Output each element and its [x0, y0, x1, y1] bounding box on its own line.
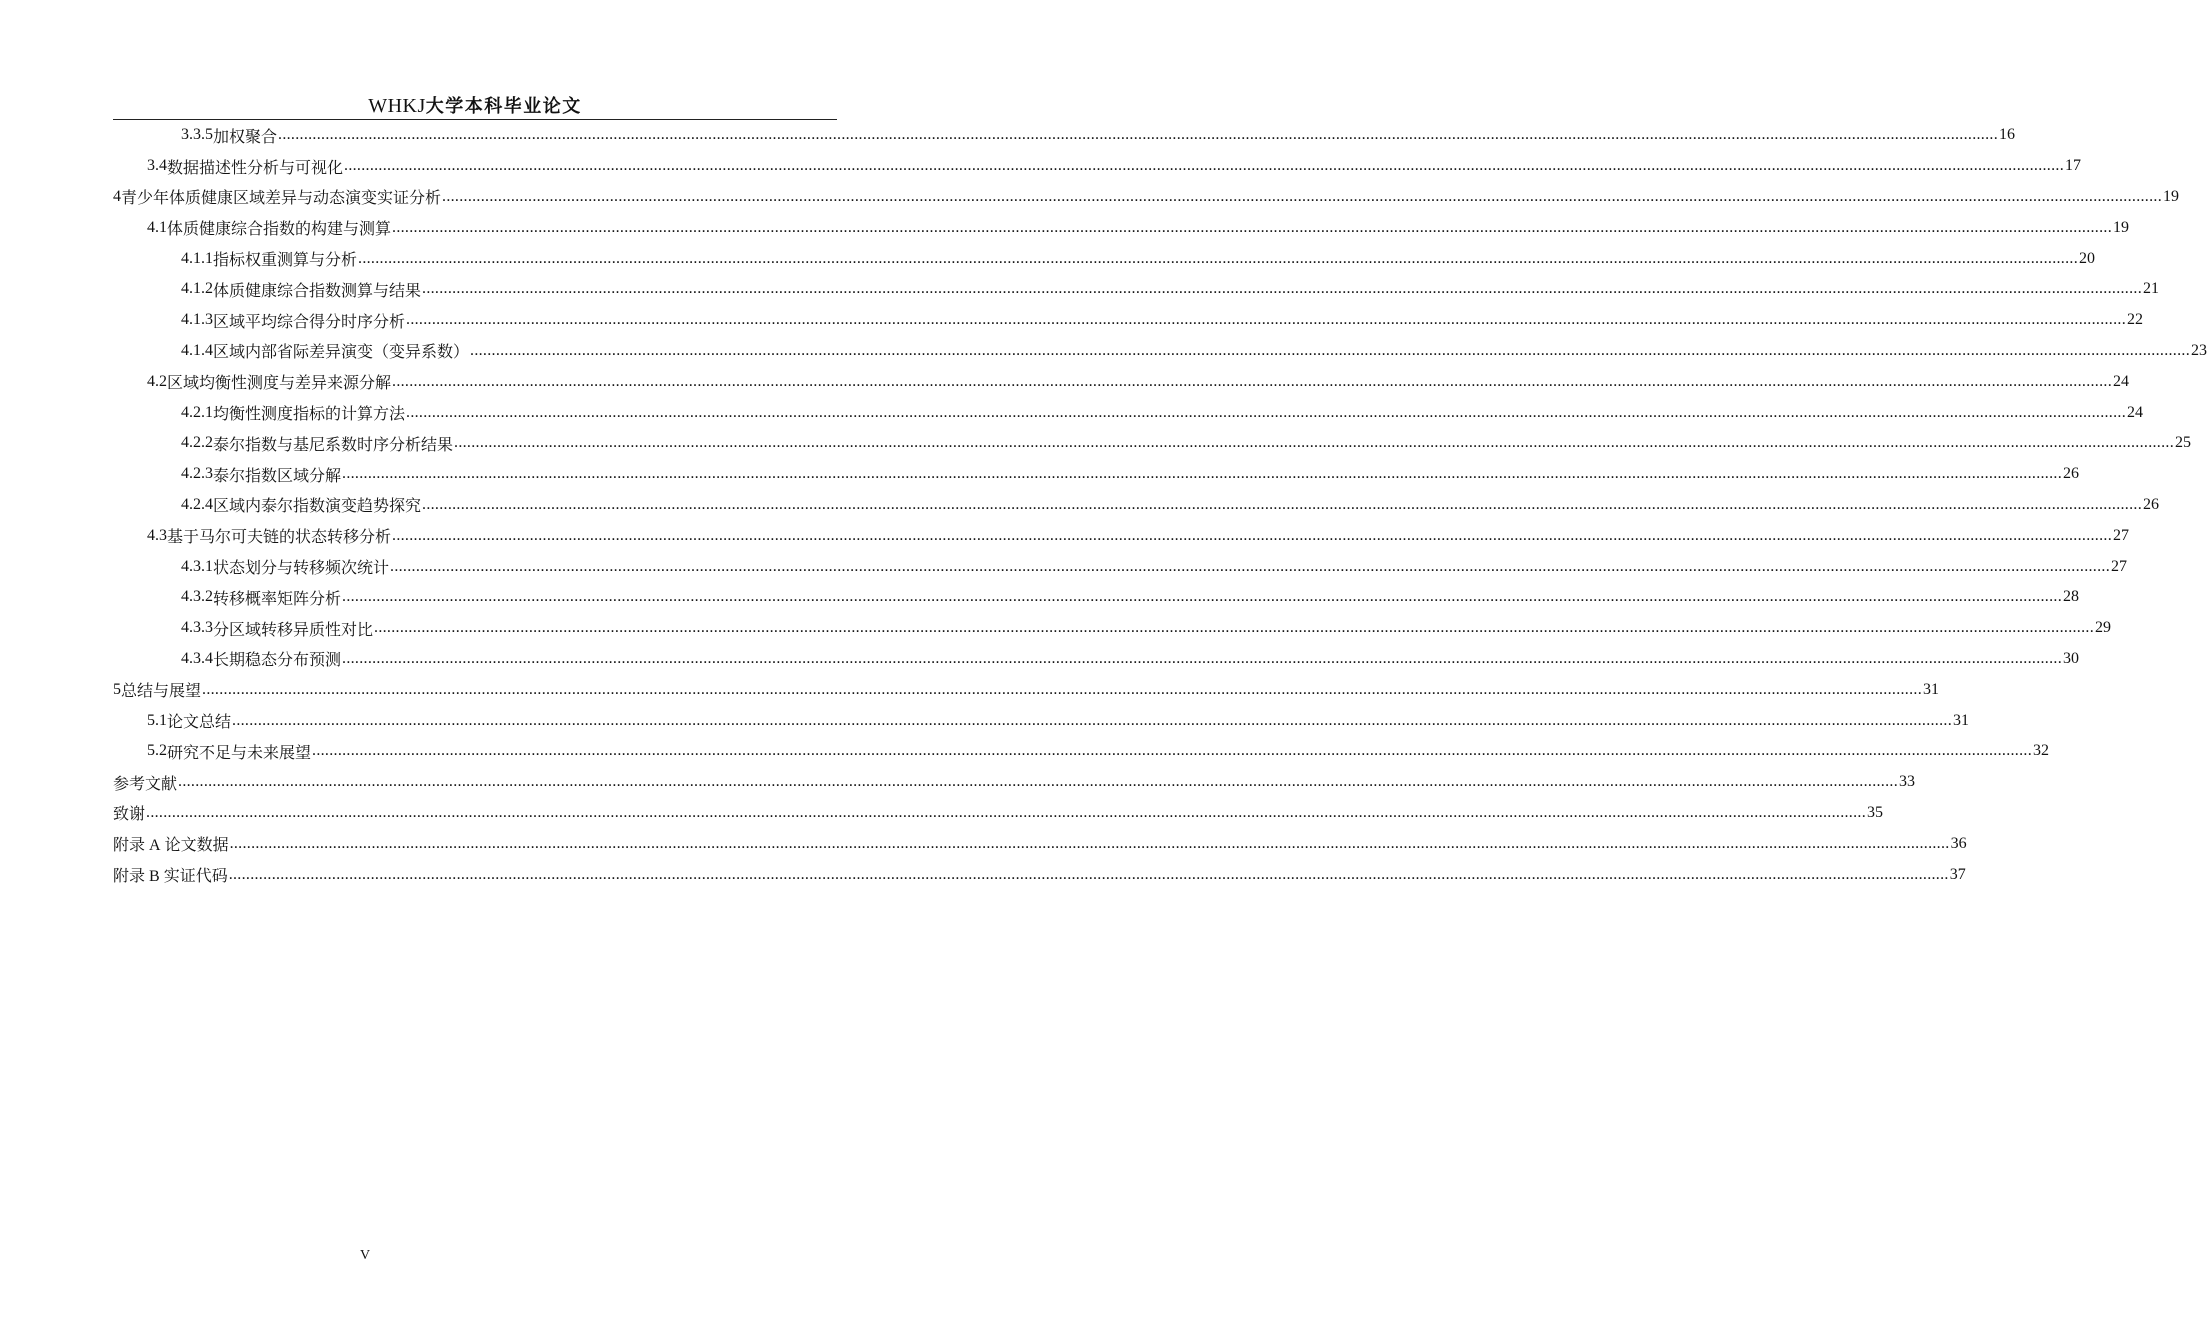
toc-entry-page: 26	[2063, 465, 2080, 483]
toc-entry-page: 21	[2143, 280, 2160, 298]
toc-dot-leader: ................................................................................................................................................................................................................................................................................................................................................................................................................	[406, 311, 2127, 329]
toc-entry-title: 基于马尔可夫链的状态转移分析	[167, 527, 392, 547]
toc-entry-title: 区域内泰尔指数演变趋势探究	[213, 496, 422, 516]
toc-dot-leader: ................................................................................................................................................................................................................................................................................................................................................................................................................	[232, 711, 1953, 729]
toc-entry[interactable]	[113, 151, 2082, 182]
toc-entry-number: 4.1.1	[181, 249, 213, 267]
toc-dot-leader: ................................................................................................................................................................................................................................................................................................................................................................................................................	[392, 218, 2113, 236]
toc-entry-number: 4.3.3	[181, 619, 213, 637]
toc-entry[interactable]	[113, 828, 1967, 859]
toc-entry[interactable]	[113, 520, 2130, 551]
toc-entry-page: 19	[2113, 218, 2130, 236]
toc-entry-title: 均衡性测度指标的计算方法	[213, 404, 406, 424]
toc-dot-leader: ................................................................................................................................................................................................................................................................................................................................................................................................................	[374, 619, 2095, 637]
toc-dot-leader: ................................................................................................................................................................................................................................................................................................................................................................................................................	[312, 742, 2033, 760]
toc-entry-number: 附录 B	[113, 868, 160, 886]
toc-entry-page: 32	[2033, 742, 2050, 760]
toc-entry[interactable]	[113, 305, 2144, 336]
toc-entry-page: 37	[1949, 865, 1966, 883]
toc-entry-title: 长期稳态分布预测	[213, 650, 342, 670]
toc-entry[interactable]	[113, 490, 2160, 521]
toc-entry-page: 31	[1953, 711, 1970, 729]
toc-entry-page: 20	[2079, 249, 2096, 267]
toc-entry-title: 泰尔指数与基尼系数时序分析结果	[213, 434, 454, 454]
toc-entry-page: 28	[2063, 588, 2080, 606]
toc-entry-number: 附录 A	[113, 837, 161, 855]
toc-entry-number: 4.1	[147, 218, 167, 236]
toc-entry-number: 4.2.3	[181, 465, 213, 483]
toc-entry-title: 致谢	[113, 804, 146, 824]
toc-entry[interactable]	[113, 366, 2130, 397]
toc-entry-number: 4.1.4	[181, 341, 213, 359]
toc-dot-leader: ................................................................................................................................................................................................................................................................................................................................................................................................................	[342, 465, 2063, 483]
toc-entry-number: 3.4	[147, 157, 167, 175]
toc-dot-leader: ................................................................................................................................................................................................................................................................................................................................................................................................................	[229, 834, 1950, 852]
toc-entry-number: 4.2.2	[181, 434, 213, 452]
toc-dot-leader: ................................................................................................................................................................................................................................................................................................................................................................................................................	[344, 157, 2065, 175]
toc-entry-page: 24	[2113, 372, 2130, 390]
toc-entry-number: 4.2	[147, 372, 167, 390]
toc-dot-leader: ................................................................................................................................................................................................................................................................................................................................................................................................................	[392, 372, 2113, 390]
toc-entry-title: 区域内部省际差异演变（变异系数）	[213, 342, 470, 362]
toc-dot-leader: ................................................................................................................................................................................................................................................................................................................................................................................................................	[202, 680, 1923, 698]
toc-entry[interactable]	[113, 613, 2112, 644]
running-header	[113, 92, 837, 118]
toc-entry-title: 转移概率矩阵分析	[213, 588, 342, 608]
toc-entry-title: 研究不足与未来展望	[167, 742, 312, 762]
toc-entry-title: 论文总结	[167, 712, 232, 732]
toc-entry-page: 25	[2175, 434, 2192, 452]
toc-entry-page: 27	[2111, 557, 2128, 575]
toc-dot-leader: ................................................................................................................................................................................................................................................................................................................................................................................................................	[392, 526, 2113, 544]
toc-entry-number: 5	[113, 680, 121, 698]
toc-dot-leader: ................................................................................................................................................................................................................................................................................................................................................................................................................	[358, 249, 2079, 267]
toc-dot-leader: ................................................................................................................................................................................................................................................................................................................................................................................................................	[342, 588, 2063, 606]
toc-entry-number: 4.2.1	[181, 403, 213, 421]
toc-entry-number: 4.3.2	[181, 588, 213, 606]
toc-entry[interactable]	[113, 859, 1966, 890]
toc-entry[interactable]	[113, 798, 1884, 829]
toc-entry-page: 31	[1923, 680, 1940, 698]
toc-entry-page: 19	[2163, 187, 2180, 205]
toc-entry[interactable]	[113, 182, 2180, 213]
toc-entry-title: 实证代码	[163, 866, 228, 886]
toc-dot-leader: ................................................................................................................................................................................................................................................................................................................................................................................................................	[422, 495, 2143, 513]
toc-entry-title: 体质健康综合指数测算与结果	[213, 280, 422, 300]
toc-entry[interactable]	[113, 274, 2160, 305]
toc-entry[interactable]	[113, 120, 2016, 151]
table-of-contents	[113, 120, 2207, 890]
toc-entry-page: 29	[2095, 619, 2112, 637]
toc-entry-page: 30	[2063, 649, 2080, 667]
toc-entry-number: 4	[113, 187, 121, 205]
toc-dot-leader: ................................................................................................................................................................................................................................................................................................................................................................................................................	[278, 126, 1999, 144]
toc-entry-title: 泰尔指数区域分解	[213, 465, 342, 485]
toc-entry-title: 区域平均综合得分时序分析	[213, 311, 406, 331]
toc-dot-leader: ................................................................................................................................................................................................................................................................................................................................................................................................................	[342, 649, 2063, 667]
toc-entry-title: 加权聚合	[213, 126, 278, 146]
page-number: V	[359, 1248, 371, 1263]
toc-dot-leader: ................................................................................................................................................................................................................................................................................................................................................................................................................	[470, 341, 2191, 359]
toc-entry-page: 23	[2191, 341, 2207, 359]
toc-entry[interactable]	[113, 397, 2144, 428]
toc-dot-leader: ................................................................................................................................................................................................................................................................................................................................................................................................................	[406, 403, 2127, 421]
toc-entry-title: 参考文献	[113, 773, 178, 793]
toc-entry-number: 4.3.4	[181, 649, 213, 667]
toc-entry[interactable]	[113, 582, 2080, 613]
toc-entry-number: 3.3.5	[181, 126, 213, 144]
toc-dot-leader: ................................................................................................................................................................................................................................................................................................................................................................................................................	[228, 865, 1949, 883]
toc-entry-number: 4.1.3	[181, 311, 213, 329]
header-title: 大学本科毕业论文	[425, 96, 582, 117]
toc-entry[interactable]	[113, 644, 2080, 675]
toc-entry-number: 4.2.4	[181, 495, 213, 513]
toc-entry[interactable]	[113, 551, 2128, 582]
toc-dot-leader: ................................................................................................................................................................................................................................................................................................................................................................................................................	[454, 434, 2175, 452]
toc-dot-leader: ................................................................................................................................................................................................................................................................................................................................................................................................................	[146, 803, 1867, 821]
toc-dot-leader: ................................................................................................................................................................................................................................................................................................................................................................................................................	[178, 773, 1899, 791]
toc-entry-title: 分区域转移异质性对比	[213, 619, 374, 639]
toc-entry-page: 17	[2065, 157, 2082, 175]
toc-entry-number: 4.3	[147, 526, 167, 544]
toc-entry[interactable]	[113, 705, 1970, 736]
toc-entry-page: 22	[2127, 311, 2144, 329]
toc-dot-leader: ................................................................................................................................................................................................................................................................................................................................................................................................................	[442, 187, 2163, 205]
toc-entry[interactable]	[113, 336, 2207, 367]
toc-entry[interactable]	[113, 767, 1916, 798]
toc-entry[interactable]	[113, 243, 2096, 274]
toc-entry-title: 体质健康综合指数的构建与测算	[167, 219, 392, 239]
toc-entry-title: 总结与展望	[121, 681, 202, 701]
toc-dot-leader: ................................................................................................................................................................................................................................................................................................................................................................................................................	[422, 280, 2143, 298]
toc-entry-page: 35	[1867, 803, 1884, 821]
toc-entry[interactable]	[113, 212, 2130, 243]
toc-entry-title: 数据描述性分析与可视化	[167, 157, 344, 177]
toc-entry-title: 状态划分与转移频次统计	[213, 558, 390, 578]
toc-entry[interactable]	[113, 736, 2050, 767]
toc-entry-number: 5.1	[147, 711, 167, 729]
toc-entry-page: 24	[2127, 403, 2144, 421]
header-university-code: WHKJ	[368, 95, 426, 117]
toc-entry-title: 区域均衡性测度与差异来源分解	[167, 373, 392, 393]
toc-entry-page: 16	[1999, 126, 2016, 144]
toc-entry-title: 论文数据	[164, 835, 229, 855]
toc-entry-page: 26	[2143, 495, 2160, 513]
toc-entry-page: 33	[1899, 773, 1916, 791]
toc-entry-page: 27	[2113, 526, 2130, 544]
toc-entry[interactable]	[113, 428, 2192, 459]
toc-entry-number: 5.2	[147, 742, 167, 760]
toc-dot-leader: ................................................................................................................................................................................................................................................................................................................................................................................................................	[390, 557, 2111, 575]
toc-entry-number: 4.1.2	[181, 280, 213, 298]
toc-entry-title: 青少年体质健康区域差异与动态演变实证分析	[121, 188, 442, 208]
toc-entry-number: 4.3.1	[181, 557, 213, 575]
toc-entry-title: 指标权重测算与分析	[213, 250, 358, 270]
toc-entry[interactable]	[113, 674, 1940, 705]
toc-entry[interactable]	[113, 459, 2080, 490]
toc-entry-page: 36	[1950, 834, 1967, 852]
